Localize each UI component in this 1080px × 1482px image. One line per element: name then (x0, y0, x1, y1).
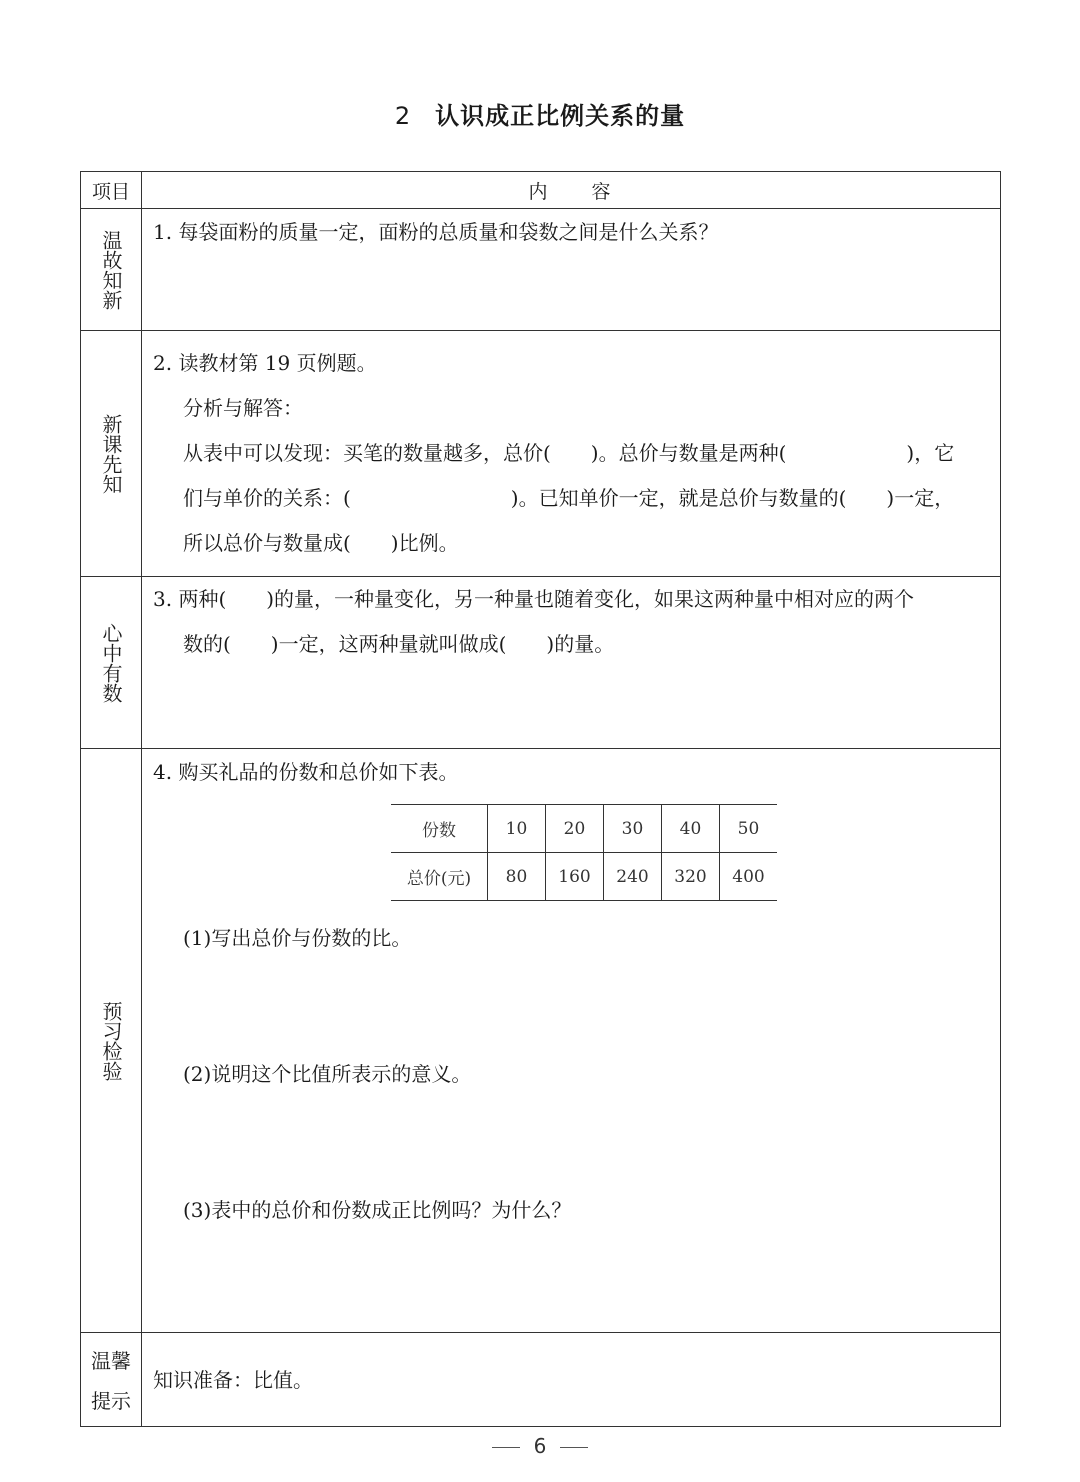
footer-dash (560, 1447, 588, 1448)
section-new-lesson-content (153, 341, 990, 566)
section-review-content (153, 210, 990, 255)
table-cell: 160 (546, 853, 604, 901)
table-cell: 50 (720, 805, 778, 853)
column-divider (141, 172, 142, 1426)
footer-dash (492, 1447, 520, 1448)
row-divider (81, 1332, 1000, 1333)
question-1: 1. 每袋面粉的质量一定，面粉的总质量和袋数之间是什么关系？ (153, 220, 719, 244)
tips-content: 知识准备：比值。 (153, 1368, 313, 1392)
row-header-quantity: 份数 (391, 805, 488, 853)
analysis-line-2: 们与单价的关系：( )。已知单价一定，就是总价与数量的( )一定， (183, 486, 955, 510)
table-row (391, 805, 777, 853)
table-cell: 320 (662, 853, 720, 901)
question-3-line-2: 数的( )一定，这两种量就叫做成( )的量。 (183, 632, 615, 656)
table-cell: 10 (488, 805, 546, 853)
question-2: 2. 读教材第 19 页例题。 (153, 351, 377, 375)
gift-price-table (391, 804, 777, 901)
table-cell: 40 (662, 805, 720, 853)
section-label-review: 温故知新 (99, 229, 123, 310)
analysis-line-3: 所以总价与数量成( )比例。 (183, 531, 459, 555)
header-content: 内 容 (528, 181, 613, 203)
table-row (391, 853, 777, 901)
row-divider (81, 208, 1000, 209)
table-cell: 20 (546, 805, 604, 853)
row-divider (81, 748, 1000, 749)
question-3-line-1: 3. 两种( )的量，一种量变化，另一种量也随着变化，如果这两种量中相对应的两个 (153, 587, 915, 611)
section-label-summary: 心中有数 (99, 622, 123, 703)
page-footer (0, 1434, 1080, 1458)
section-summary-content (153, 577, 990, 667)
page-title (0, 96, 1080, 131)
table-cell: 400 (720, 853, 778, 901)
sub-question-3: (3)表中的总价和份数成正比例吗？为什么？ (183, 1198, 572, 1222)
page-number: 6 (533, 1434, 547, 1458)
lesson-number: 2 (394, 102, 412, 130)
worksheet-table (80, 171, 1001, 1427)
lesson-title: 认识成正比例关系的量 (435, 102, 686, 130)
section-label-new-lesson: 新课先知 (99, 413, 123, 494)
table-cell: 240 (604, 853, 662, 901)
analysis-line-1: 从表中可以发现：买笔的数量越多，总价( )。总价与数量是两种( )，它 (183, 441, 955, 465)
analysis-heading: 分析与解答： (183, 396, 303, 420)
section-label-tips: 温馨 提示 (91, 1348, 131, 1413)
question-4: 4. 购买礼品的份数和总价如下表。 (153, 760, 459, 784)
header-item: 项目 (91, 181, 130, 203)
sub-question-2: (2)说明这个比值所表示的意义。 (183, 1062, 472, 1086)
row-divider (81, 330, 1000, 331)
section-label-preview-check: 预习检验 (99, 1000, 123, 1081)
row-header-total-price: 总价(元) (391, 853, 488, 901)
sub-question-1: (1)写出总价与份数的比。 (183, 926, 412, 950)
table-cell: 30 (604, 805, 662, 853)
table-cell: 80 (488, 853, 546, 901)
